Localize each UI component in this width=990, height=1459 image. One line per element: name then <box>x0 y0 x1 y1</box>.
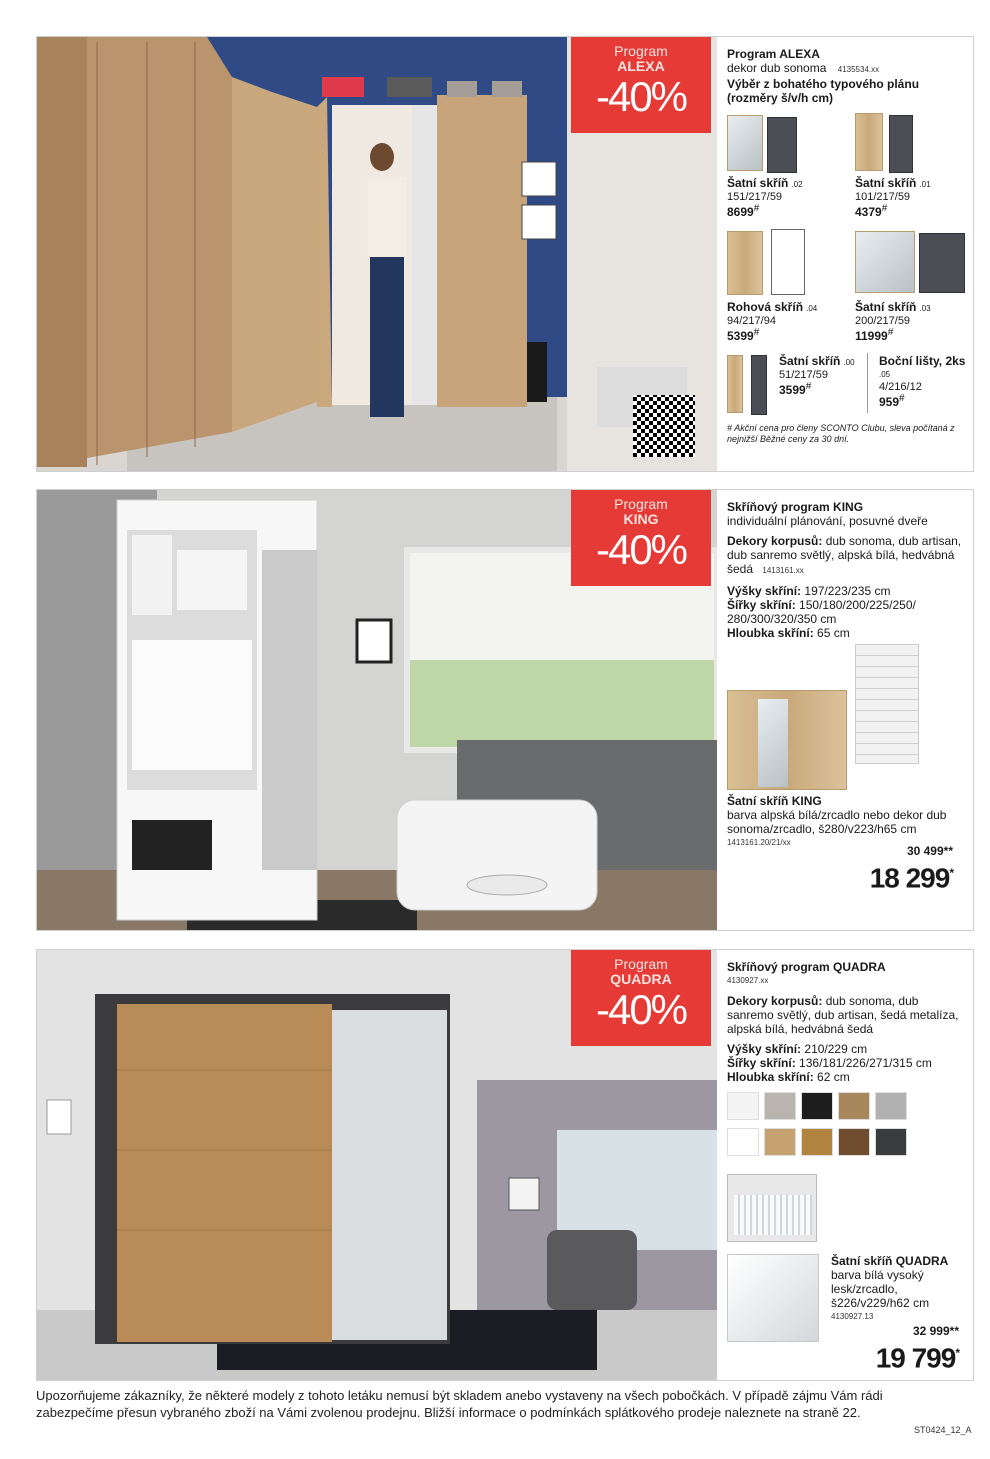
swatch-3[interactable] <box>801 1092 833 1120</box>
king-section <box>36 489 974 931</box>
corner-wardrobe-frame <box>771 229 805 295</box>
note-mark: # <box>727 423 733 433</box>
king-wardrobe-image <box>727 690 847 790</box>
heights-label: Výšky skříní: <box>727 584 802 598</box>
qr-code[interactable] <box>633 395 695 457</box>
widths-value: 150/180/200/225/250/ 280/300/320/350 cm <box>727 598 916 626</box>
swatch-1[interactable] <box>727 1092 759 1120</box>
quadra-widths <box>727 1056 963 1070</box>
wardrobe-01-frame <box>889 115 913 173</box>
price-mark: # <box>899 393 905 404</box>
item-name: Šatní skříň <box>855 300 917 314</box>
quadra-decor-block <box>727 994 963 1036</box>
quadra-product-area <box>727 1174 963 1374</box>
swatch-4[interactable] <box>838 1092 870 1120</box>
wardrobe-01-thumb <box>855 113 883 171</box>
quadra-new-price: 19 799 <box>875 1342 956 1374</box>
quadra-section <box>36 949 974 1381</box>
king-desc: individuální plánování, posuvné dveře <box>727 514 928 528</box>
widths-label: Šířky skříní: <box>727 598 796 612</box>
king-old-price: 30 499** <box>906 844 953 858</box>
footer-disclaimer: Upozorňujeme zákazníky, že některé modely z tohoto letáku nemusí být skladem anebo vystaveny na všech pobočkách. V případě zájmu Vám rádi zabezpečíme přesun vybraného zboží na Vámi zvolenou prodejnu. Bližší informace o podmínkách splátkového prodeje naleznete na straně 22. <box>36 1388 883 1420</box>
price-mark: # <box>805 381 812 392</box>
king-size-stack <box>727 640 963 790</box>
swatch-9[interactable] <box>838 1128 870 1156</box>
king-product-desc: barva alpská bílá/zrcadlo nebo dekor dub sonoma/zrcadlo, š280/v223/h65 cm <box>727 808 947 836</box>
decor-text: dub sonoma, dub sanremo světlý, dub artisan, šedá metalíza, alpská bílá, hedvábná šedá <box>727 994 959 1036</box>
swatch-5[interactable] <box>875 1092 907 1120</box>
decor-label: Dekory korpusů: <box>727 994 823 1008</box>
item-dims: 151/217/59 <box>727 191 783 203</box>
heights-value: 197/223/235 cm <box>804 584 891 598</box>
item-wardrobe-00 <box>779 355 857 397</box>
wardrobe-00-thumb <box>727 355 743 413</box>
swatch-7[interactable] <box>764 1128 796 1156</box>
swatch-10[interactable] <box>875 1128 907 1156</box>
king-widths <box>727 598 963 626</box>
item-price: 959 <box>879 395 900 409</box>
widths-label: Šířky skříní: <box>727 1056 796 1070</box>
price-mark: # <box>881 203 888 214</box>
item-dims: 51/217/59 <box>779 369 828 381</box>
price-mark: # <box>753 203 760 214</box>
item-price: 4379 <box>855 205 882 219</box>
price-mark: * <box>949 866 953 880</box>
quadra-new-price-wrap <box>831 1338 971 1373</box>
king-new-price: 18 299 <box>869 862 950 894</box>
alexa-section <box>36 36 974 472</box>
decor-label: Dekory korpusů: <box>727 534 823 548</box>
depth-value: 62 cm <box>817 1070 850 1084</box>
quadra-product-text <box>831 1254 971 1373</box>
king-depth <box>727 626 963 640</box>
quadra-discount-badge <box>571 950 711 1046</box>
item-variant: .03 <box>919 304 931 313</box>
king-product-title: Šatní skříň KING <box>727 794 822 808</box>
item-corner-wardrobe <box>727 301 817 343</box>
item-variant: .01 <box>919 180 931 189</box>
quadra-info <box>717 950 973 1380</box>
quadra-swatches <box>727 1092 963 1166</box>
price-mark: # <box>887 327 894 338</box>
item-price: 8699 <box>727 205 754 219</box>
depth-label: Hloubka skříní: <box>727 626 814 640</box>
heights-value: 210/229 cm <box>804 1042 868 1056</box>
item-name: Rohová skříň <box>727 300 804 314</box>
alexa-decor: dekor dub sonoma <box>727 61 827 75</box>
item-variant: .02 <box>791 180 803 189</box>
alexa-subtitle: Výběr z bohatého typového plánu (rozměry š/v/h cm) <box>727 77 920 105</box>
item-dims: 200/217/59 <box>855 315 911 327</box>
note-text: Akční cena pro členy SCONTO Clubu, sleva počítaná z nejnižší Běžné ceny za 30 dní. <box>727 423 955 444</box>
alexa-code: 4135534.xx <box>837 65 880 74</box>
badge-program-name: QUADRA <box>610 971 672 987</box>
item-price: 5399 <box>727 329 754 343</box>
badge-discount: -40% <box>595 986 687 1033</box>
king-photo <box>37 490 717 930</box>
item-variant: .05 <box>879 370 891 379</box>
heights-label: Výšky skříní: <box>727 1042 802 1056</box>
quadra-code: 4130927.xx <box>727 976 769 985</box>
price-mark: * <box>955 1346 959 1360</box>
quadra-title: Skříňový program QUADRA <box>727 960 886 974</box>
item-wardrobe-03 <box>855 301 931 343</box>
item-price: 3599 <box>779 383 806 397</box>
alexa-photo <box>37 37 717 471</box>
item-variant: .00 <box>843 358 855 367</box>
quadra-old-price: 32 999** <box>912 1324 959 1338</box>
alexa-info <box>717 37 973 471</box>
quadra-product-title: Šatní skříň QUADRA <box>831 1254 949 1268</box>
quadra-product-code: 4130927.13 <box>831 1312 874 1321</box>
swatch-2[interactable] <box>764 1092 796 1120</box>
king-discount-badge <box>571 490 711 586</box>
king-info <box>717 490 973 930</box>
item-price: 11999 <box>855 329 888 343</box>
divider <box>867 353 868 413</box>
item-wardrobe-02 <box>727 177 803 219</box>
item-name: Šatní skříň <box>779 354 841 368</box>
size-stack-image <box>855 644 919 764</box>
quadra-depth <box>727 1070 963 1084</box>
club-note <box>727 423 967 445</box>
wardrobe-03-frame <box>919 233 965 293</box>
badge-program-name: ALEXA <box>617 58 665 74</box>
king-title: Skříňový program KING <box>727 500 864 514</box>
badge-discount: -40% <box>595 526 687 573</box>
swatch-6[interactable] <box>727 1128 759 1156</box>
item-dims: 4/216/12 <box>879 381 922 393</box>
quadra-interior-image <box>727 1174 817 1242</box>
item-name: Boční lišty, 2ks <box>879 354 966 368</box>
quadra-heights <box>727 1042 963 1056</box>
badge-program-label: Program <box>614 496 668 512</box>
badge-program-name: KING <box>623 511 659 527</box>
alexa-decor-line <box>727 61 963 77</box>
corner-wardrobe-thumb <box>727 231 763 295</box>
king-decor-block <box>727 534 963 578</box>
price-mark: # <box>753 327 760 338</box>
item-name: Šatní skříň <box>727 176 789 190</box>
alexa-grid <box>727 109 966 444</box>
widths-value: 136/181/226/271/315 cm <box>799 1056 932 1070</box>
wardrobe-02-thumb <box>727 115 763 171</box>
wardrobe-02-frame <box>767 117 797 173</box>
king-heights <box>727 584 963 598</box>
item-name: Šatní skříň <box>855 176 917 190</box>
item-dims: 101/217/59 <box>855 191 911 203</box>
item-variant: .04 <box>806 304 818 313</box>
footer-code: ST0424_12_A <box>914 1425 972 1435</box>
king-product-code: 1413161.20/21/xx <box>727 838 791 847</box>
wardrobe-00-frame <box>751 355 767 415</box>
badge-discount: -40% <box>595 73 687 120</box>
alexa-title: Program ALEXA <box>727 47 820 61</box>
quadra-product-desc: barva bílá vysoký lesk/zrcadlo, š226/v229/h62 cm <box>831 1268 930 1310</box>
swatch-8[interactable] <box>801 1128 833 1156</box>
alexa-discount-badge <box>571 37 711 133</box>
quadra-wardrobe-image <box>727 1254 819 1342</box>
wardrobe-03-thumb <box>855 231 915 293</box>
item-dims: 94/217/94 <box>727 315 776 327</box>
king-new-price-wrap <box>727 858 963 893</box>
depth-label: Hloubka skříní: <box>727 1070 814 1084</box>
quadra-photo <box>37 950 717 1380</box>
decor-code: 1413161.xx <box>762 566 804 575</box>
item-side-strips <box>879 355 969 409</box>
decor-text: dub sonoma, dub artisan, dub sanremo světlý, alpská bílá, hedvábná šedá <box>727 534 962 576</box>
item-wardrobe-01 <box>855 177 931 219</box>
depth-value: 65 cm <box>817 626 850 640</box>
badge-program-label: Program <box>614 43 668 59</box>
badge-program-label: Program <box>614 956 668 972</box>
